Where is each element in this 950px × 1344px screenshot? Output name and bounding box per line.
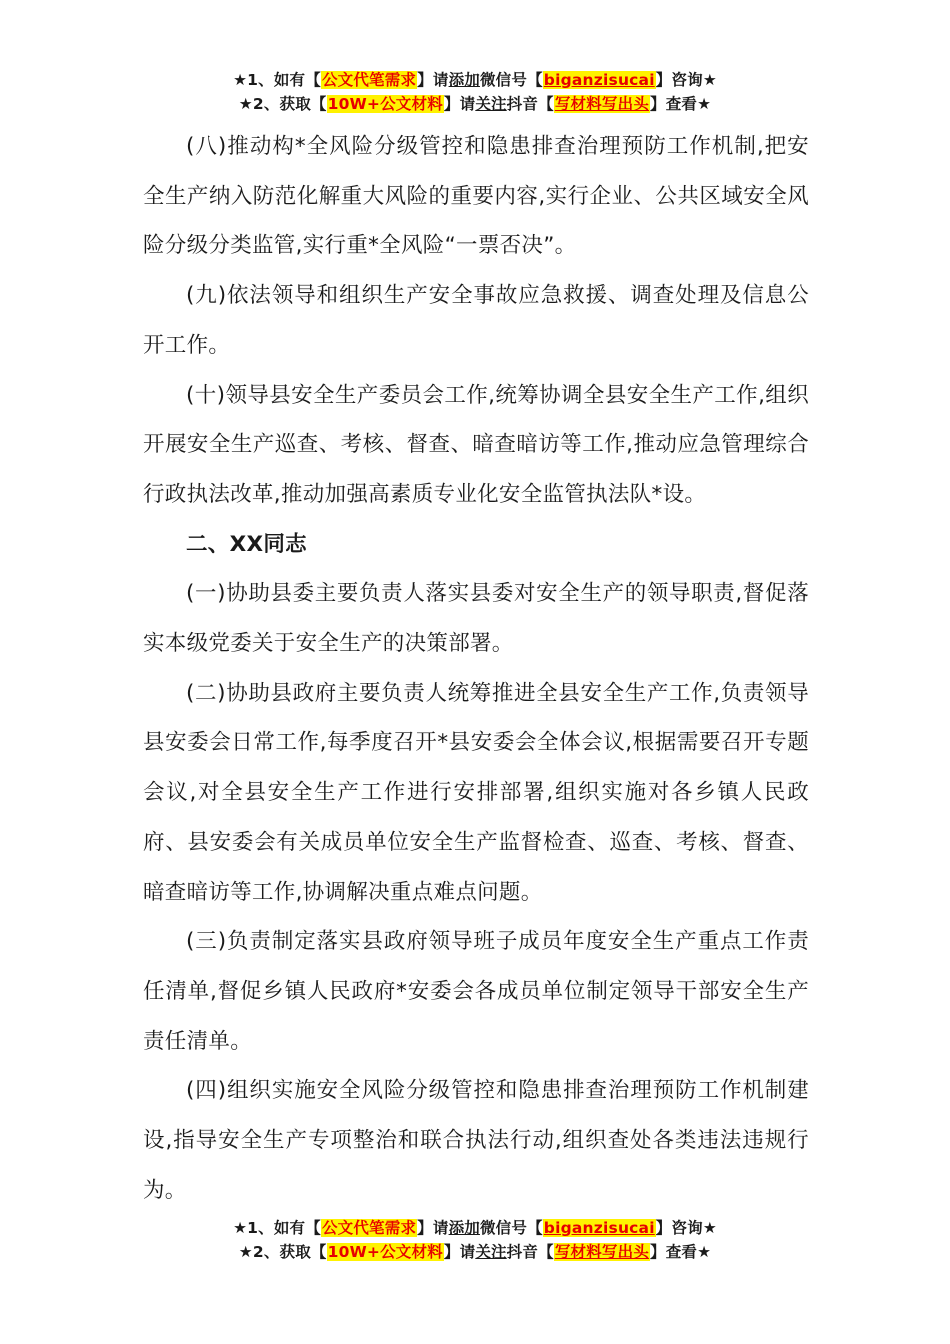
header-banner — [0, 68, 950, 116]
paragraph-item-1: (一)协助县委主要负责人落实县委对安全生产的领导职责,督促落实本级党委关于安全生产的决策部署。 — [143, 581, 809, 657]
banner-line-2 — [0, 1240, 950, 1264]
banner-text: ★2、获取【 — [238, 1243, 327, 1261]
banner-text: 】咨询★ — [655, 1219, 717, 1237]
paragraph-item-4: (四)组织实施安全风险分级管控和隐患排查治理预防工作机制建设,指导安全生产专项整治和联合执法行动,组织查处各类违法违规行为。 — [143, 1078, 809, 1203]
banner-emphasis: 关注 — [475, 95, 507, 113]
banner-text: 抖音【 — [506, 95, 554, 113]
banner-text: ★2、获取【 — [238, 95, 327, 113]
paragraph-item-2: (二)协助县政府主要负责人统筹推进全县安全生产工作,负责领导县安委会日常工作,每季度召开*县安委会全体会议,根据需要召开专题会议,对全县安全生产工作进行安排部署,组织实施对各乡镇人民政府、县安委会有关成员单位安全生产监督检查、巡查、考核、督查、暗查暗访等工作,协调解决重点难点问题。 — [143, 680, 809, 905]
banner-text: 】咨询★ — [655, 71, 717, 89]
banner-text: 】请 — [417, 1219, 449, 1237]
banner-text: 抖音【 — [506, 1243, 554, 1261]
banner-text: ★1、如有【 — [233, 71, 321, 89]
banner-text: 】请 — [443, 1243, 476, 1261]
section-heading: 二、XX同志 — [186, 531, 307, 557]
document-body — [143, 122, 809, 1215]
banner-highlight-service: 公文代笔需求 — [321, 71, 417, 89]
banner-emphasis: 关注 — [475, 1243, 507, 1261]
banner-text: 】请 — [443, 95, 476, 113]
paragraph-item-9: (九)依法领导和组织生产安全事故应急救援、调查处理及信息公开工作。 — [143, 283, 809, 358]
banner-text: 微信号【 — [479, 1219, 543, 1237]
paragraph-item-10: (十)领导县安全生产委员会工作,统筹协调全县安全生产工作,组织开展安全生产巡查、考核、督查、暗查暗访等工作,推动应急管理综合行政执法改革,推动加强高素质专业化安全监管执法队*设。 — [143, 382, 809, 507]
banner-text: 】查看★ — [650, 1243, 712, 1261]
banner-highlight-materials: 10W+公文材料 — [327, 95, 443, 113]
banner-line-1 — [0, 68, 950, 92]
paragraph-item-8: (八)推动构*全风险分级管控和隐患排查治理预防工作机制,把安全生产纳入防范化解重大风险的重要内容,实行企业、公共区域安全风险分级分类监管,实行重*全风险“一票否决”。 — [143, 134, 809, 259]
banner-line-2 — [0, 92, 950, 116]
banner-text: 】请 — [417, 71, 449, 89]
banner-text: 】查看★ — [650, 95, 712, 113]
paragraph-item-3: (三)负责制定落实县政府领导班子成员年度安全生产重点工作责任清单,督促乡镇人民政府*安委会各成员单位制定领导干部安全生产责任清单。 — [143, 929, 809, 1054]
banner-text: 微信号【 — [479, 71, 543, 89]
banner-highlight-service: 公文代笔需求 — [321, 1219, 417, 1237]
banner-line-1 — [0, 1216, 950, 1240]
banner-emphasis: 添加 — [448, 71, 480, 89]
banner-text: ★1、如有【 — [233, 1219, 321, 1237]
banner-wechat-id[interactable]: biganzisucai — [543, 71, 655, 89]
banner-douyin-account[interactable]: 写材料写出头 — [554, 95, 650, 113]
banner-wechat-id[interactable]: biganzisucai — [543, 1219, 655, 1237]
banner-emphasis: 添加 — [448, 1219, 480, 1237]
footer-banner — [0, 1216, 950, 1264]
banner-highlight-materials: 10W+公文材料 — [327, 1243, 443, 1261]
banner-douyin-account[interactable]: 写材料写出头 — [554, 1243, 650, 1261]
